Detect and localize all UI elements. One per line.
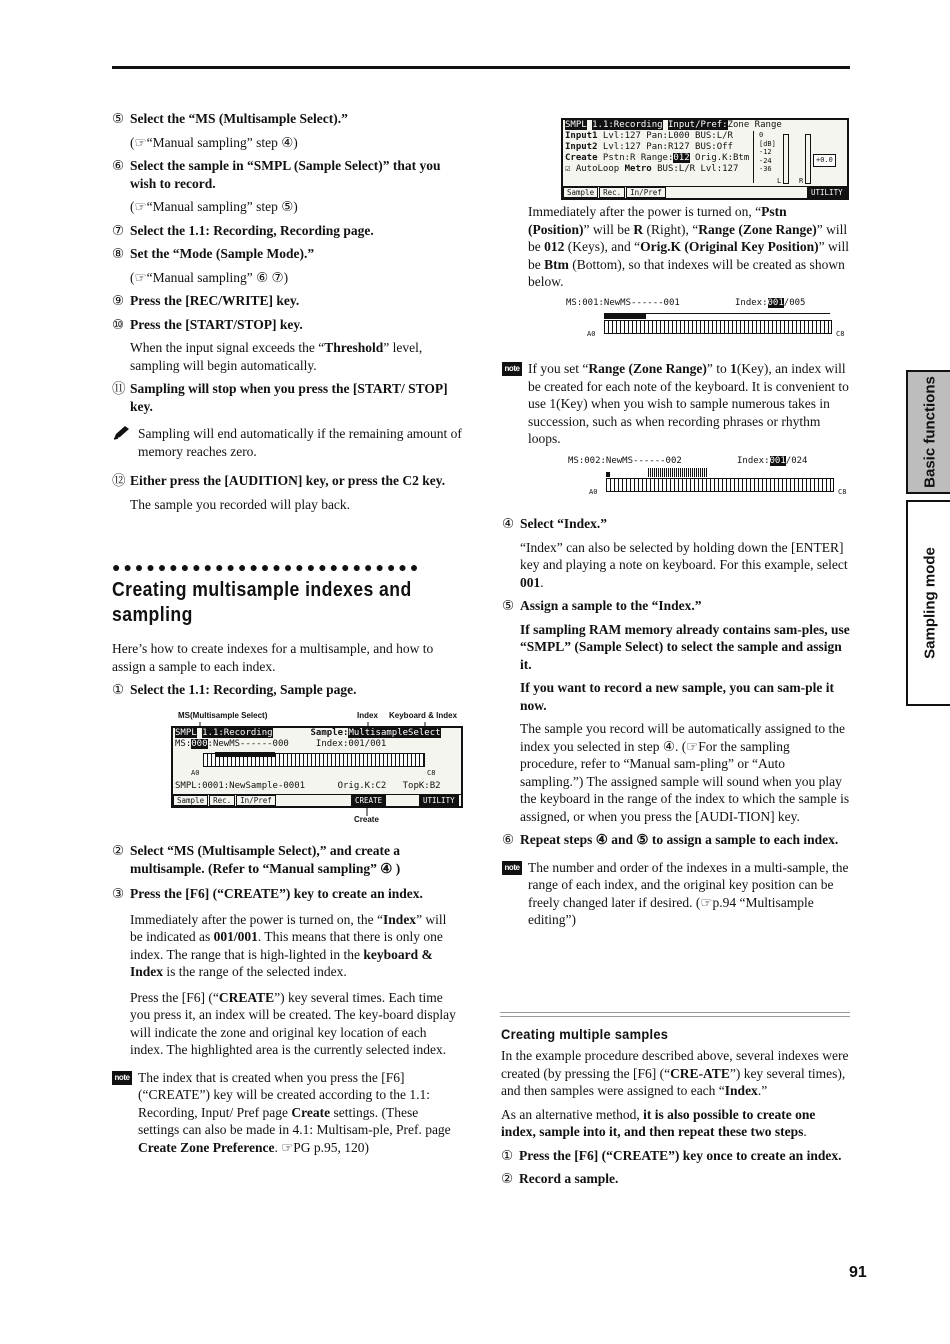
note-2-block bbox=[502, 360, 850, 448]
meter-scale bbox=[753, 131, 754, 183]
lcd-create-button[interactable]: CREATE bbox=[351, 795, 386, 806]
right-steps bbox=[502, 515, 850, 929]
left-column-section bbox=[112, 640, 462, 699]
lcd2-tab-sample[interactable]: Sample bbox=[563, 187, 598, 198]
lcd-tab-inpref[interactable]: In/Pref bbox=[236, 795, 276, 806]
step-b4: ④ Select “Index.” bbox=[502, 516, 607, 531]
side-tab-basic-functions[interactable]: Basic functions bbox=[906, 370, 950, 494]
lcd-a0: A0 bbox=[191, 769, 200, 777]
step-c2: ② Record a sample. bbox=[501, 1171, 619, 1186]
step-b5-a: If sampling RAM memory already contains sam-ples, use “SMPL” (Sample Select) to select the sample and assign it. bbox=[520, 621, 850, 672]
section-intro: Here’s how to create indexes for a multisample, and how to assign a sample to each index. bbox=[112, 641, 434, 674]
kb2-keyboard bbox=[606, 478, 834, 492]
step-b5-text: The sample you record will be automatically assigned to the index you selected in step ④. (☞For the sampling procedure, refer to “Manual sam-pling” or “Auto sampling.”) The assigned sample will sound when you play the keyboard in the range of the index to which the sample is assigned, or when you press the [AUDI-TION] key. bbox=[520, 721, 850, 824]
step-6-ref: (☞“Manual sampling” step ⑤) bbox=[130, 199, 298, 214]
section-heading: Creating multisample indexes and sampling bbox=[112, 579, 412, 626]
meter-bar-r bbox=[805, 134, 811, 184]
step-5-ref: (☞“Manual sampling” step ④) bbox=[130, 134, 298, 150]
top-rule bbox=[112, 66, 850, 69]
right-p1 bbox=[528, 203, 850, 291]
recording-sample-lcd: SMPL 1.1:Recording Sample:MultisampleSelect MS:000:NewMS------000 Index:001/001 A0 C8 SMPL:0001:NewSample-0001 Orig.K:C2 TopK:B2 Sample Rec. In/Pref CREATE UTILITY bbox=[171, 726, 463, 808]
step-10: ⑩ Press the [START/STOP] key. bbox=[112, 316, 303, 332]
lcd-c8: C8 bbox=[427, 769, 436, 777]
step-b4-text: “Index” can also be selected by holding down the [ENTER] key and playing a note on keyboard. For this example, select 001. bbox=[520, 539, 848, 590]
step-7: ⑦ Select the 1.1: Recording, Recording page. bbox=[112, 222, 374, 238]
step-b6: ⑥ Repeat steps ④ and ⑤ to assign a sample to each index. bbox=[502, 832, 839, 847]
kb2-index: Index:001/024 bbox=[737, 456, 808, 466]
step-a3-text2: Press the [F6] (“CREATE”) key several times. Each time you press it, an index will be created. The key-board display will indicate the zone and original key location of each index. The highlighted area is the currently selected index. bbox=[130, 989, 456, 1057]
kb1-ms: MS:001:NewMS------001 bbox=[566, 298, 680, 308]
lcd2-tabs bbox=[563, 186, 847, 198]
level-slider[interactable]: +0.0 bbox=[813, 154, 836, 167]
step-8: ⑧ Set the “Mode (Sample Mode).” bbox=[112, 246, 315, 261]
subsection-text-2: As an alternative method, it is also possible to create one index, sample into it, and then repeat these two steps. bbox=[501, 1106, 816, 1139]
pencil-icon bbox=[112, 425, 132, 441]
lcd-tab-rec[interactable]: Rec. bbox=[209, 795, 235, 806]
note-icon: note bbox=[502, 362, 522, 376]
caption-ms: MS(Multisample Select) bbox=[178, 711, 268, 720]
lcd-keyboard-highlight bbox=[215, 752, 275, 757]
kb1-highlight bbox=[604, 314, 646, 319]
kb1-range-line bbox=[604, 313, 830, 314]
meter-labels: 0 [dB] -12 -24 -36 bbox=[759, 131, 776, 173]
meter-right: R bbox=[799, 177, 804, 185]
kb1-c8: C8 bbox=[836, 330, 845, 338]
note-3-text: The number and order of the indexes in a multi-sample, the range of each index, and the original key position can be freely changed later if desired. (☞p.94 “Multisample editing”) bbox=[528, 859, 849, 927]
kb1-a0: A0 bbox=[587, 330, 596, 338]
kb2-highlight bbox=[606, 472, 610, 477]
step-12-text: The sample you recorded will play back. bbox=[130, 496, 351, 512]
pencil-note bbox=[112, 425, 462, 460]
caption-keyboard-index: Keyboard & Index bbox=[389, 711, 458, 720]
pencil-note-text: Sampling will end automatically if the remaining amount of memory reaches zero. bbox=[138, 426, 462, 459]
lcd2-tab-inpref[interactable]: In/Pref bbox=[626, 187, 666, 198]
lcd-tabs bbox=[173, 794, 461, 806]
meter-bar-l bbox=[783, 134, 789, 184]
kb2-c8: C8 bbox=[838, 488, 847, 496]
lcd-utility-button[interactable]: UTILITY bbox=[419, 795, 459, 806]
input-pref-lcd: SMPL 1.1:Recording Input/Pref:Zone Range Input1 Lvl:127 Pan:L000 BUS:L/R Input2 Lvl:127 Pan:R127 BUS:Off Create Pstn:R Range:012 Orig.K:Btm ☑ AutoLoop Metro BUS:L/R Lvl:127 0 [dB] -12 -24 -36 L R +0.0 Sample Rec. In/Pref UTILITY bbox=[561, 118, 849, 200]
left-column-steps bbox=[112, 842, 462, 1156]
caption-index: Index bbox=[357, 711, 378, 720]
step-10-text: When the input signal exceeds the “Threshold” level, sampling will begin automatically. bbox=[130, 340, 423, 373]
step-a2: ② Select “MS (Multisample Select),” and create a multisample. (Refer to “Manual sampling” ④ ) bbox=[112, 843, 401, 876]
subsection-text-1: In the example procedure described above, several indexes were created (by pressing the [F6] (“CRE-ATE”) key several times), and then samples were assigned to each “Index.” bbox=[501, 1048, 849, 1098]
step-a3: ③ Press the [F6] (“CREATE”) key to create an index. bbox=[112, 886, 423, 901]
right-subsection bbox=[501, 1047, 850, 1188]
step-a3-text1: Immediately after the power is turned on, the “Index” will be indicated as 001/001. This means that there is only one index. The range that is high-lighted in the keyboard & Index is the range of the selected index. bbox=[130, 911, 447, 979]
step-c1: ① Press the [F6] (“CREATE”) key once to create an index. bbox=[501, 1147, 842, 1163]
note-3 bbox=[502, 859, 850, 929]
note-1 bbox=[112, 1069, 462, 1157]
note-2 bbox=[502, 360, 850, 448]
note-icon: note bbox=[112, 1071, 132, 1085]
step-9: ⑨ Press the [REC/WRITE] key. bbox=[112, 293, 300, 308]
caption-create: Create bbox=[354, 815, 379, 824]
step-a1: ① Select the 1.1: Recording, Sample page. bbox=[112, 682, 357, 697]
page-number: 91 bbox=[849, 1264, 867, 1281]
meter-left: L bbox=[777, 177, 782, 185]
step-5: ⑤ Select the “MS (Multisample Select).” bbox=[112, 111, 348, 126]
left-column bbox=[112, 110, 462, 513]
section-dots: ●●●●●●●●●●●●●●●●●●●●●●●●●●● bbox=[112, 562, 422, 576]
step-8-ref: (☞“Manual sampling” ⑥ ⑦) bbox=[130, 269, 289, 285]
note-2-text: If you set “Range (Zone Range)” to 1(Key), an index will be created for each note of the keyboard. It is convenient to use 1(Key) when you wish to sample numerous takes in succession, such as when recording phrases or rhythm loops. bbox=[528, 361, 849, 446]
subsection-heading: Creating multiple samples bbox=[501, 1026, 669, 1042]
note-icon: note bbox=[502, 861, 522, 875]
note-1-text: The index that is created when you press the [F6] (“CREATE”) key will be created according to the 1.1: Recording, Input/ Pref page Create settings. (These settings can also be made in 4.1: Multisam-ple, Pref. page Create Zone Preference. ☞PG p.95, 120) bbox=[138, 1069, 451, 1155]
kb1-index: Index:001/005 bbox=[735, 298, 806, 308]
lcd2-tab-rec[interactable]: Rec. bbox=[599, 187, 625, 198]
kb2-ms: MS:002:NewMS------002 bbox=[568, 456, 682, 466]
power-on-defaults: Immediately after the power is turned on, “Pstn (Position)” will be R (Right), “Range (Zone Range)” will be 012 (Keys), and “Orig.K (Original Key Position)” will be Btm (Bottom), so that indexes will be created as shown below. bbox=[528, 204, 849, 289]
step-11: ⑪ Sampling will stop when you press the [START/ STOP] key. bbox=[112, 381, 448, 414]
side-tab-sampling-mode[interactable]: Sampling mode bbox=[906, 500, 950, 706]
lcd2-utility-button[interactable]: UTILITY bbox=[807, 187, 847, 198]
step-12: ⑫ Either press the [AUDITION] key, or press the C2 key. bbox=[112, 473, 446, 488]
lcd-tab-sample[interactable]: Sample bbox=[173, 795, 208, 806]
kb2-index-ticks bbox=[648, 468, 708, 477]
step-b5-b: If you want to record a new sample, you can sam-ple it now. bbox=[520, 680, 834, 713]
step-b5: ⑤ Assign a sample to the “Index.” bbox=[502, 598, 702, 613]
kb2-a0: A0 bbox=[589, 488, 598, 496]
step-6: ⑥ Select the sample in “SMPL (Sample Select)” that you wish to record. bbox=[112, 158, 441, 191]
subsection-rule bbox=[500, 1012, 850, 1013]
kb1-keyboard bbox=[604, 320, 832, 334]
subsection-rule-2 bbox=[500, 1016, 850, 1017]
